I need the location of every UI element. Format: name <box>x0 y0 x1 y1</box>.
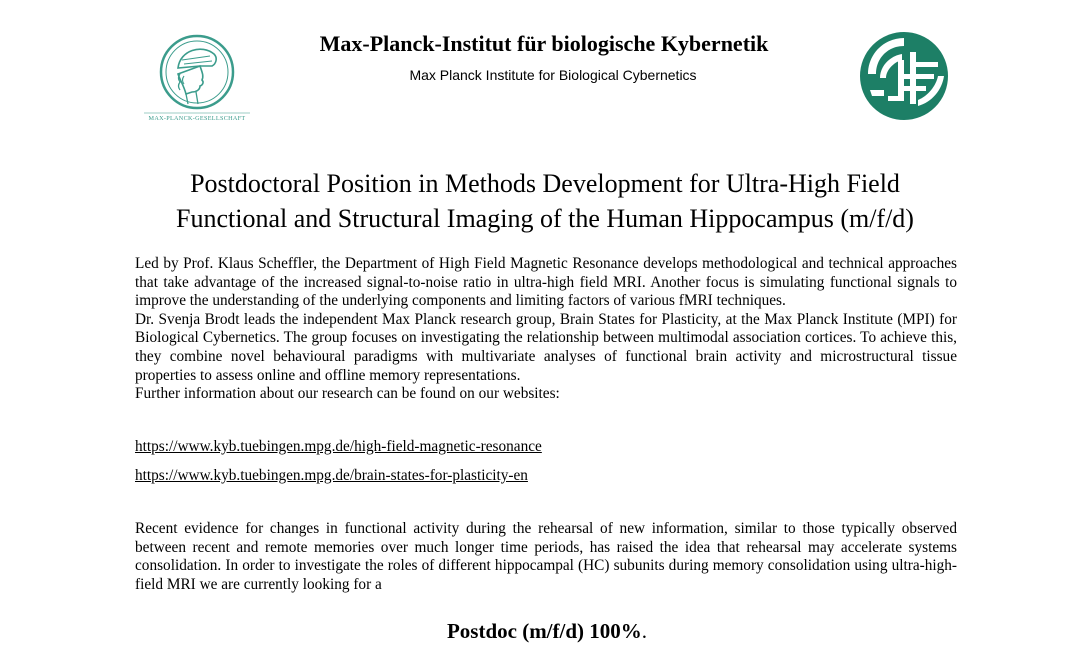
job-title-line-2: Functional and Structural Imaging of the Human Hippocampus (m/f/d) <box>176 204 914 233</box>
job-title <box>0 166 1088 236</box>
high-field-mr-link[interactable]: https://www.kyb.tuebingen.mpg.de/high-field-magnetic-resonance <box>135 438 542 455</box>
position-title-suffix: . <box>641 619 648 643</box>
position-heading <box>0 618 1088 644</box>
intro-paragraph-3: Further information about our research can be found on our websites: <box>135 385 560 403</box>
institute-emblem-logo-icon <box>858 30 950 122</box>
institute-name-german: Max-Planck-Institut für biologische Kybernetik <box>319 31 769 56</box>
position-title-text: Postdoc (m/f/d) 100% <box>446 619 642 643</box>
intro-paragraph-1: Led by Prof. Klaus Scheffler, the Department of High Field Magnetic Resonance develops methodological and technical approaches that take advantage of the increased signal-to-noise ratio in ultra-high field MRI. Another focus is simulating functional signals to improve the understanding of the underlying components and limiting factors of various fMRI techniques. <box>135 255 957 310</box>
institute-name-english: Max Planck Institute for Biological Cybernetics <box>409 67 697 83</box>
institute-logo <box>858 30 950 122</box>
job-title-line-1: Postdoctoral Position in Methods Development for Ultra-High Field <box>190 169 900 198</box>
intro-section <box>135 255 957 404</box>
evidence-section <box>135 520 957 594</box>
evidence-paragraph: Recent evidence for changes in functional activity during the rehearsal of new information, similar to those typically observed between recent and remote memories over much longer time periods, has raised the idea that rehearsal may accelerate systems consolidation. In order to investigate the roles of different hippocampal (HC) subunits during memory consolidation using ultra-high-field MRI we are currently looking for a <box>135 520 957 593</box>
max-planck-society-caption: MAX-PLANCK-GESELLSCHAFT <box>148 115 246 122</box>
intro-paragraph-2: Dr. Svenja Brodt leads the independent Max Planck research group, Brain States for Plasticity, at the Max Planck Institute (MPI) for Biological Cybernetics. The group focuses on investigating the relationship between multimodal association cortices. To achieve this, they combine novel behavioural paradigms with multivariate analyses of functional brain activity and microstructural tissue properties to assess online and offline memory representations. <box>135 310 957 384</box>
brain-states-link[interactable]: https://www.kyb.tuebingen.mpg.de/brain-states-for-plasticity-en <box>135 467 528 484</box>
